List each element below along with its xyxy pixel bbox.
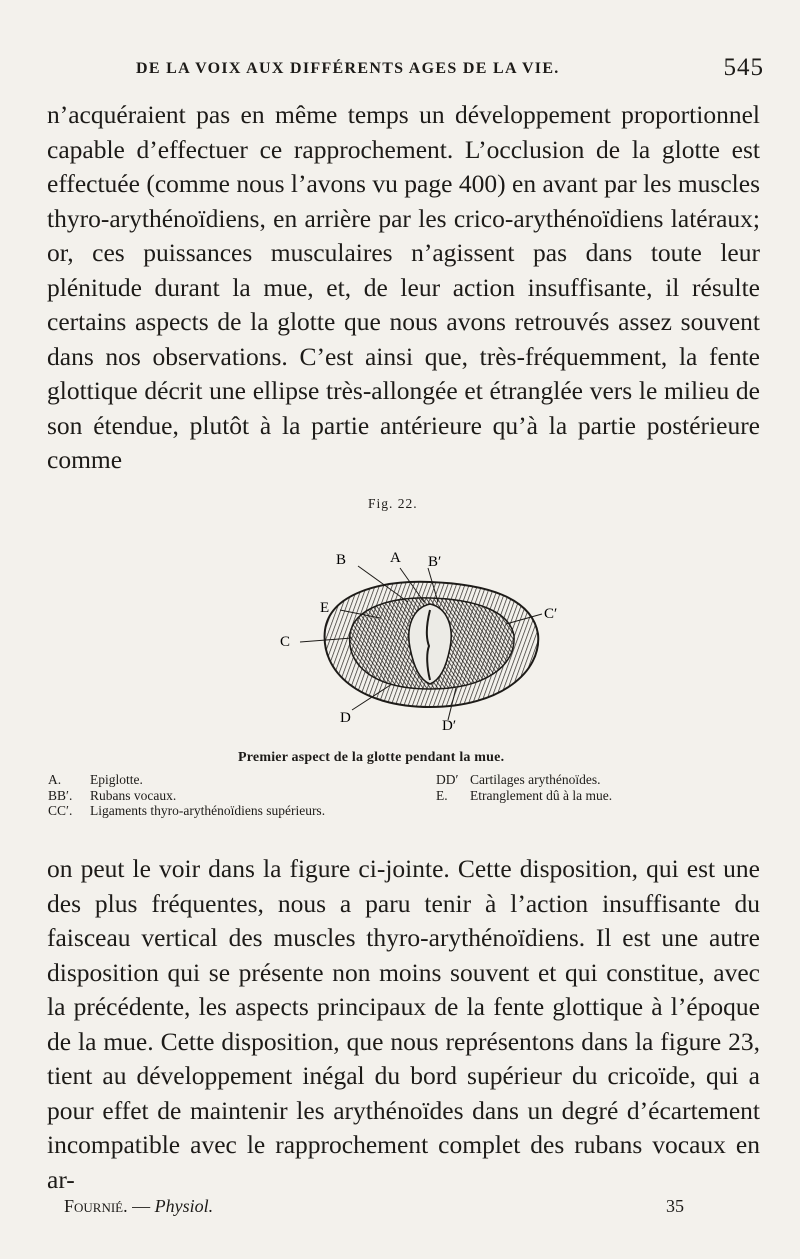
label-e: E	[320, 600, 330, 616]
label-d-prime: D′	[442, 718, 457, 732]
label-d: D	[340, 710, 351, 726]
legend-text: Ligaments thyro-arythénoïdiens supérieurs.	[90, 803, 326, 818]
legend-row	[48, 803, 468, 819]
glottis-drawing	[280, 542, 580, 732]
legend-text: Rubans vocaux.	[90, 787, 177, 803]
label-b-prime: B′	[428, 554, 442, 570]
body-text-bottom	[47, 852, 760, 1197]
legend-row	[48, 788, 468, 804]
legend-key: A.	[48, 772, 62, 787]
paragraph-1: n’acquéraient pas en même temps un développement proportionnel capable d’effectuer ce rapprochement. L’occlusion de la glotte est effectuée (comme nous l’avons vu page 400) en avant par les muscles thyro-arythénoïdiens, en arrière par les crico-arythénoïdiens latéraux; or, ces puissances musculaires n’agissent pas dans toute leur plénitude durant la mue, et, de leur action insuffisante, il résulte certains aspects de la glotte que nous avons retrouvés assez souvent dans nos observations. C’est ainsi que, très-fréquemment, la fente glottique décrit une ellipse très-allongée et étranglée vers le milieu de son étendue, plutôt à la partie antérieure qu’à la partie postérieure comme	[47, 100, 760, 474]
label-c: C	[280, 634, 291, 650]
legend-text: Cartilages arythénoïdes.	[470, 772, 601, 787]
legend-text: Etranglement dû à la mue.	[470, 787, 613, 803]
running-title: DE LA VOIX AUX DIFFÉRENTS AGES DE LA VIE.	[136, 60, 560, 77]
legend-row	[48, 772, 468, 788]
legend-key: DD′	[436, 772, 459, 787]
paragraph-2: on peut le voir dans la figure ci-jointe. Cette disposition, qui est une des plus fréquentes, nous a paru tenir à l’action insuffisante du faisceau vertical des muscles thyro-arythénoïdiens. Il est une autre disposition qui se présente non moins souvent et qui constitue, avec la précédente, les aspects principaux de la fente glottique à l’époque de la mue. Cette disposition, que nous représentons dans la figure 23, tient au développement inégal du bord supérieur du cricoïde, qui a pour effet de maintenir les arythénoïdes dans un degré d’écartement incompatible avec le rapprochement complet des rubans vocaux en ar-	[47, 854, 760, 1194]
running-head	[48, 54, 764, 86]
body-text-top	[47, 98, 760, 478]
legend-key: BB′.	[48, 787, 73, 803]
legend-text: Epiglotte.	[90, 772, 143, 787]
signature-mark: 35	[666, 1196, 684, 1216]
legend-row	[436, 788, 766, 804]
footer	[64, 1196, 684, 1226]
footer-title: Physiol.	[154, 1196, 214, 1216]
figure-caption: Premier aspect de la glotte pendant la mue.	[238, 750, 505, 765]
legend-row	[436, 772, 766, 788]
figure-label: Fig. 22.	[368, 496, 418, 511]
footer-dash: —	[132, 1196, 151, 1216]
label-a: A	[390, 550, 401, 566]
page-number: 545	[723, 54, 764, 81]
figure-22	[48, 490, 764, 830]
label-c-prime: C′	[544, 606, 558, 622]
glottis-illustration	[280, 542, 580, 732]
label-b: B	[336, 552, 347, 568]
legend-right	[436, 772, 766, 803]
footer-author: Fournié.	[64, 1196, 128, 1216]
legend-key: E.	[436, 787, 448, 803]
footer-citation	[64, 1196, 213, 1217]
legend-key: CC′.	[48, 803, 73, 818]
legend-left	[48, 772, 468, 819]
